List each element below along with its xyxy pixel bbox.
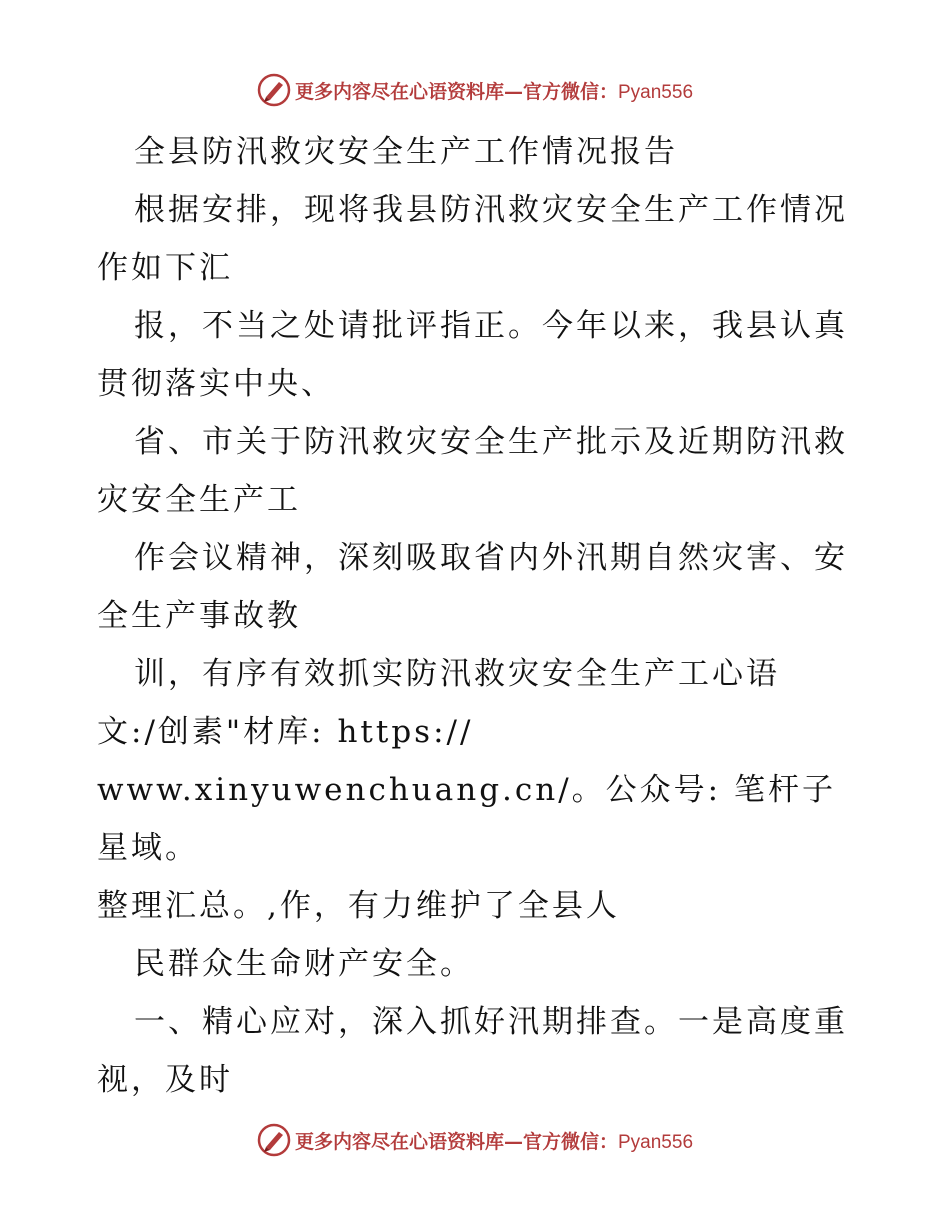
text-line: www.xinyuwenchuang.cn/。公众号: 笔杆子星域。 [97, 772, 836, 866]
text-line: 视，及时 [97, 1062, 233, 1098]
text-line: 全生产事故教 [97, 598, 301, 634]
watermark-banner-top [0, 70, 950, 110]
watermark-banner-bottom [0, 1120, 950, 1160]
pen-logo-icon [257, 73, 291, 107]
text-line: 训，有序有效抓实防汛救灾安全生产工心语 [134, 656, 780, 692]
text-line: 根据安排，现将我县防汛救灾安全生产工作情况 [134, 192, 848, 228]
document-body [97, 123, 857, 1109]
text-line: 全县防汛救灾安全生产工作情况报告 [134, 134, 678, 170]
text-line: 文:/创素"材库: https:// [97, 714, 474, 750]
pen-logo-icon [257, 1123, 291, 1157]
text-line: 作会议精神，深刻吸取省内外汛期自然灾害、安 [134, 540, 848, 576]
text-line: 一、精心应对，深入抓好汛期排查。一是高度重 [134, 1004, 848, 1040]
text-line: 民群众生命财产安全。 [134, 946, 474, 982]
text-line: 整理汇总。,作，有力维护了全县人 [97, 888, 620, 924]
watermark-text: 更多内容尽在心语资料库—官方微信：Pyan556 [294, 80, 694, 103]
text-line: 省、市关于防汛救灾安全生产批示及近期防汛救 [134, 424, 848, 460]
text-line: 灾安全生产工 [97, 482, 301, 518]
watermark-text: 更多内容尽在心语资料库—官方微信：Pyan556 [294, 1130, 694, 1153]
text-line: 贯彻落实中央、 [97, 366, 335, 402]
text-line: 报，不当之处请批评指正。今年以来，我县认真 [134, 308, 848, 344]
text-line: 作如下汇 [97, 250, 233, 286]
